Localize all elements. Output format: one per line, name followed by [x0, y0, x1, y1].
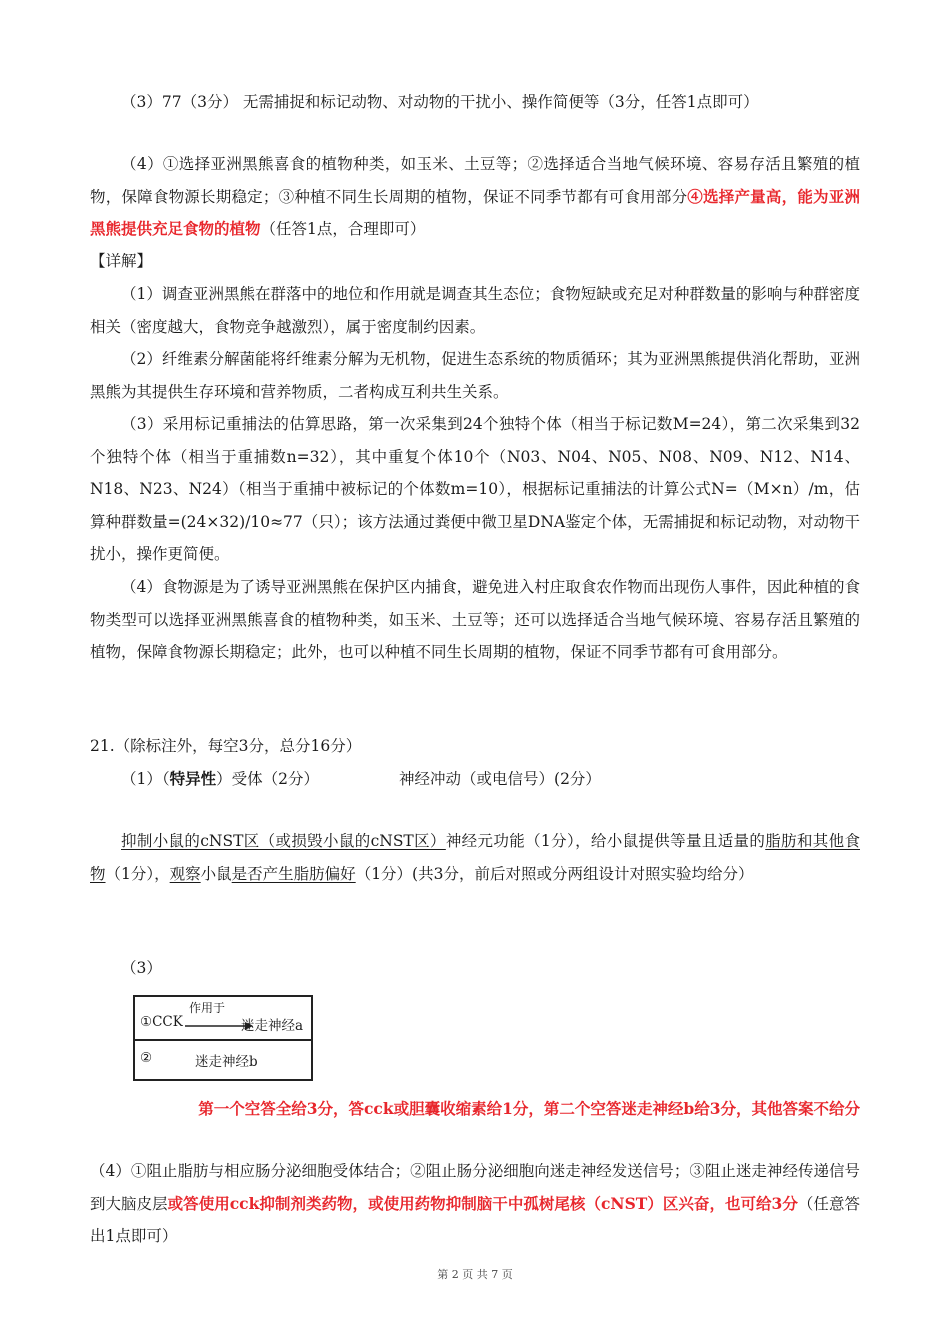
answer-diagram-box [133, 995, 313, 1081]
explain-part2: （2）纤维素分解菌能将纤维素分解为无机物，促进生态系统的物质循环；其为亚洲黑熊提供消化帮助，亚洲黑熊为其提供生存环境和营养物质，二者构成互利共生关系。 [90, 350, 860, 401]
diagram-arrow-label: 作用于 [189, 1001, 226, 1015]
q21-p3-u3: 观察 [169, 864, 201, 883]
q21-part3b-label: （3） [121, 959, 162, 977]
diagram-row1-target: 迷走神经a [241, 1018, 304, 1034]
q21-part3-answer [90, 825, 860, 890]
diagram-row-2 [135, 1041, 311, 1079]
q21-part4-answer [90, 1155, 860, 1253]
q21-p4-text: （4）①阻止脂肪与相应肠分泌细胞受体结合；②阻止肠分泌细胞向迷走神经发送信号；③阻止迷走神经传递信号到大脑皮层 [90, 1162, 860, 1213]
q21-p3-u1: 抑制小鼠的cNST区（或损毁小鼠的cNST区） [121, 832, 446, 850]
page-footer: 第 2 页 共 7 页 [437, 1268, 513, 1281]
q21-p4-red-addition: 或答使用cck抑制剂类药物，或使用药物抑制脑干中孤树尾核（cNST）区兴奋，也可给3分 [167, 1193, 798, 1213]
q21-p3-u2: 脂肪和其他食物 [90, 832, 860, 883]
diagram-row2-number: ② [140, 1050, 153, 1066]
q21-p1-pre: （1）（ [121, 770, 170, 788]
q21-p3-t3: 小鼠 [200, 864, 232, 883]
q21-p3-u4: 是否产生脂肪偏好 [231, 864, 356, 883]
q21-p4-tail: （任意答出1点即可） [90, 1194, 860, 1245]
q21-p1-right: 神经冲动（或电信号）(2分） [399, 770, 601, 788]
q21-p1-post: ）受体（2分） [216, 770, 320, 788]
explain-part4: （4）食物源是为了诱导亚洲黑熊在保护区内捕食，避免进入村庄取食农作物而出现伤人事件，因此种植的食物类型可以选择亚洲黑熊喜食的植物种类，如玉米、土豆等；还可以选择适合当地气候环境、容易存活且繁殖的植物，保障食物源长期稳定；此外，也可以种植不同生长周期的植物，保证不同季节都有可食用部分。 [90, 578, 860, 661]
q21-p3-t2: （1分）， [105, 864, 170, 883]
q21-scoring-note: 第一个空答全给3分，答cck或胆囊收缩素给1分，第二个空答迷走神经b给3分，其他答案不给分 [198, 1099, 860, 1118]
detail-heading: 【详解】 [90, 252, 153, 270]
q21-part1-answer [90, 763, 860, 796]
q20-part4-red-addition: ④选择产量高，能为亚洲黑熊提供充足食物的植物 [90, 186, 860, 238]
explain-part1: （1）调查亚洲黑熊在群落中的地位和作用就是调查其生态位；食物短缺或充足对种群数量的影响与种群密度相关（密度越大，食物竞争越激烈），属于密度制约因素。 [90, 285, 860, 336]
q20-part4-answer [90, 148, 860, 246]
diagram-row2-target: 迷走神经b [195, 1054, 258, 1070]
q21-header: 21.（除标注外，每空3分，总分16分） [90, 737, 362, 755]
q20-part3-answer: （3）77（3分） 无需捕捉和标记动物、对动物的干扰小、操作简便等（3分，任答1点即可） [121, 93, 759, 111]
q20-part4-text: （4）①选择亚洲黑熊喜食的植物种类，如玉米、土豆等；②选择适合当地气候环境、容易存活且繁殖的植物，保障食物源长期稳定；③种植不同生长周期的植物，保证不同季节都有可食用部分 [90, 155, 860, 206]
q21-p3-t4: （1分）(共3分，前后对照或分两组设计对照实验均给分） [355, 864, 754, 883]
q20-part4-tail: （任答1点，合理即可） [260, 220, 426, 238]
diagram-row1-number: ①CCK [140, 1014, 183, 1030]
explain-part3: （3）采用标记重捕法的估算思路，第一次采集到24个独特个体（相当于标记数M=24），第二次采集到32个独特个体（相当于重捕数n=32），其中重复个体10个（N03、N04、N05、N08、N09、N12、N14、N18、N23、N24）（相当于重捕中被标记的个体数m=10），根据标记重捕法的计算公式N=（M×n）/m，估算种群数量=(24×32)/10≈77（只）；该方法通过粪便中微卫星DNA鉴定个体，无需捕捉和标记动物，对动物干扰小，操作更简便。 [90, 415, 860, 563]
diagram-row-1 [135, 997, 311, 1041]
q21-p1-bold: 特异性 [169, 769, 217, 788]
q21-p3-t1: 神经元功能（1分），给小鼠提供等量且适量的 [445, 832, 766, 850]
